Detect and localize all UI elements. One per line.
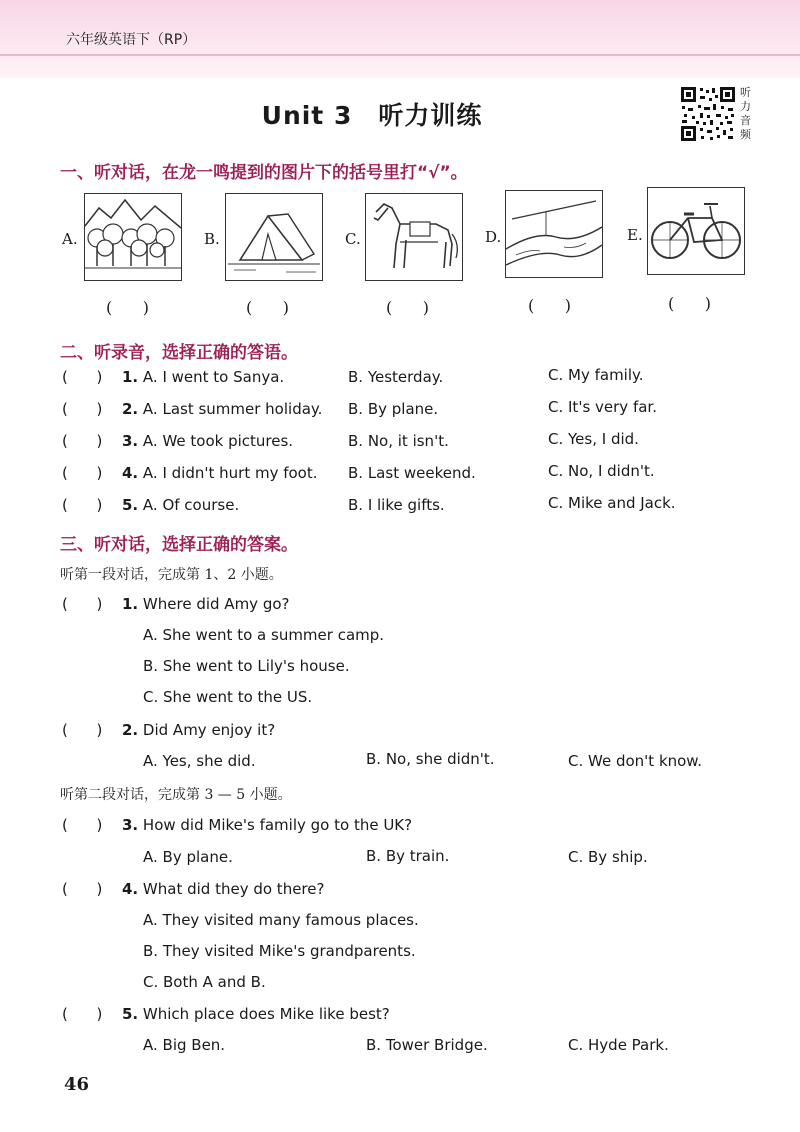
question-option-c: C. Mike and Jack.	[548, 494, 676, 512]
question-option-a: 1. A. I went to Sanya.	[122, 368, 285, 386]
fishing-river-icon	[505, 190, 603, 278]
question-option-b: B. Yesterday.	[348, 368, 444, 386]
question-option-c: C. My family.	[548, 366, 644, 384]
option-a: A. She went to a summer camp.	[143, 626, 385, 644]
option-b: B. By train.	[366, 847, 450, 865]
question-option-a: 3. A. We took pictures.	[122, 432, 294, 450]
option-a: A. They visited many famous places.	[143, 911, 419, 929]
question-option-c: C. No, I didn't.	[548, 462, 655, 480]
header-divider	[0, 54, 800, 56]
page-title: Unit 3 听力训练	[261, 101, 483, 130]
answer-blank[interactable]: ( )	[62, 496, 103, 514]
question-text: 3. How did Mike's family go to the UK?	[122, 816, 413, 834]
option-b: B. Tower Bridge.	[366, 1036, 488, 1054]
dialogue-1-instruction: 听第一段对话，完成第 1、2 小题。	[60, 567, 283, 583]
trees-mountains-icon	[84, 193, 182, 281]
question-option-a: 5. A. Of course.	[122, 496, 240, 514]
question-option-a: 4. A. I didn't hurt my foot.	[122, 464, 318, 482]
question-text: 2. Did Amy enjoy it?	[122, 721, 276, 739]
question-option-b: B. Last weekend.	[348, 464, 476, 482]
answer-blank[interactable]: ( )	[62, 464, 103, 482]
picture-c-letter: C.	[345, 230, 361, 248]
answer-blank[interactable]: ( )	[62, 816, 103, 834]
qr-code-icon[interactable]	[680, 86, 736, 142]
bicycle-icon	[647, 187, 745, 275]
question-option-c: C. Yes, I did.	[548, 430, 639, 448]
option-a: A. Yes, she did.	[143, 752, 256, 770]
question-text: 1. Where did Amy go?	[122, 595, 290, 613]
question-text: 5. Which place does Mike like best?	[122, 1005, 390, 1023]
answer-blank[interactable]: ( )	[62, 400, 103, 418]
section-3-heading: 三、听对话，选择正确的答案。	[60, 535, 298, 555]
question-option-b: B. By plane.	[348, 400, 439, 418]
option-c: C. By ship.	[568, 848, 648, 866]
horse-icon	[365, 193, 463, 281]
answer-blank[interactable]: ( )	[62, 432, 103, 450]
question-text: 4. What did they do there?	[122, 880, 325, 898]
answer-blank[interactable]: ( )	[62, 368, 103, 386]
picture-d-letter: D.	[485, 228, 502, 246]
answer-blank[interactable]: ( )	[62, 595, 103, 613]
picture-a-answer[interactable]: ( )	[106, 298, 149, 317]
picture-b-letter: B.	[204, 230, 220, 248]
picture-b-answer[interactable]: ( )	[246, 298, 289, 317]
option-b: B. No, she didn't.	[366, 750, 495, 768]
tent-icon	[225, 193, 323, 281]
picture-e-letter: E.	[627, 226, 643, 244]
audio-label: 听力音频	[740, 86, 751, 141]
dialogue-2-instruction: 听第二段对话，完成第 3 — 5 小题。	[60, 787, 292, 803]
picture-a-letter: A.	[62, 230, 78, 248]
answer-blank[interactable]: ( )	[62, 880, 103, 898]
option-a: A. Big Ben.	[143, 1036, 226, 1054]
page-number: 46	[64, 1074, 90, 1095]
answer-blank[interactable]: ( )	[62, 1005, 103, 1023]
option-b: B. She went to Lily's house.	[143, 657, 350, 675]
picture-e-answer[interactable]: ( )	[668, 294, 711, 313]
option-c: C. We don't know.	[568, 752, 702, 770]
section-1-heading: 一、听对话，在龙一鸣提到的图片下的括号里打“√”。	[60, 163, 468, 183]
question-option-b: B. I like gifts.	[348, 496, 445, 514]
picture-c-answer[interactable]: ( )	[386, 298, 429, 317]
question-option-c: C. It's very far.	[548, 398, 657, 416]
option-a: A. By plane.	[143, 848, 233, 866]
option-c: C. Both A and B.	[143, 973, 266, 991]
question-option-a: 2. A. Last summer holiday.	[122, 400, 323, 418]
answer-blank[interactable]: ( )	[62, 721, 103, 739]
question-option-b: B. No, it isn't.	[348, 432, 449, 450]
book-label: 六年级英语下（RP）	[66, 32, 197, 48]
option-c: C. Hyde Park.	[568, 1036, 669, 1054]
picture-d-answer[interactable]: ( )	[528, 296, 571, 315]
option-c: C. She went to the US.	[143, 688, 313, 706]
option-b: B. They visited Mike's grandparents.	[143, 942, 416, 960]
section-2-heading: 二、听录音，选择正确的答语。	[60, 343, 298, 363]
